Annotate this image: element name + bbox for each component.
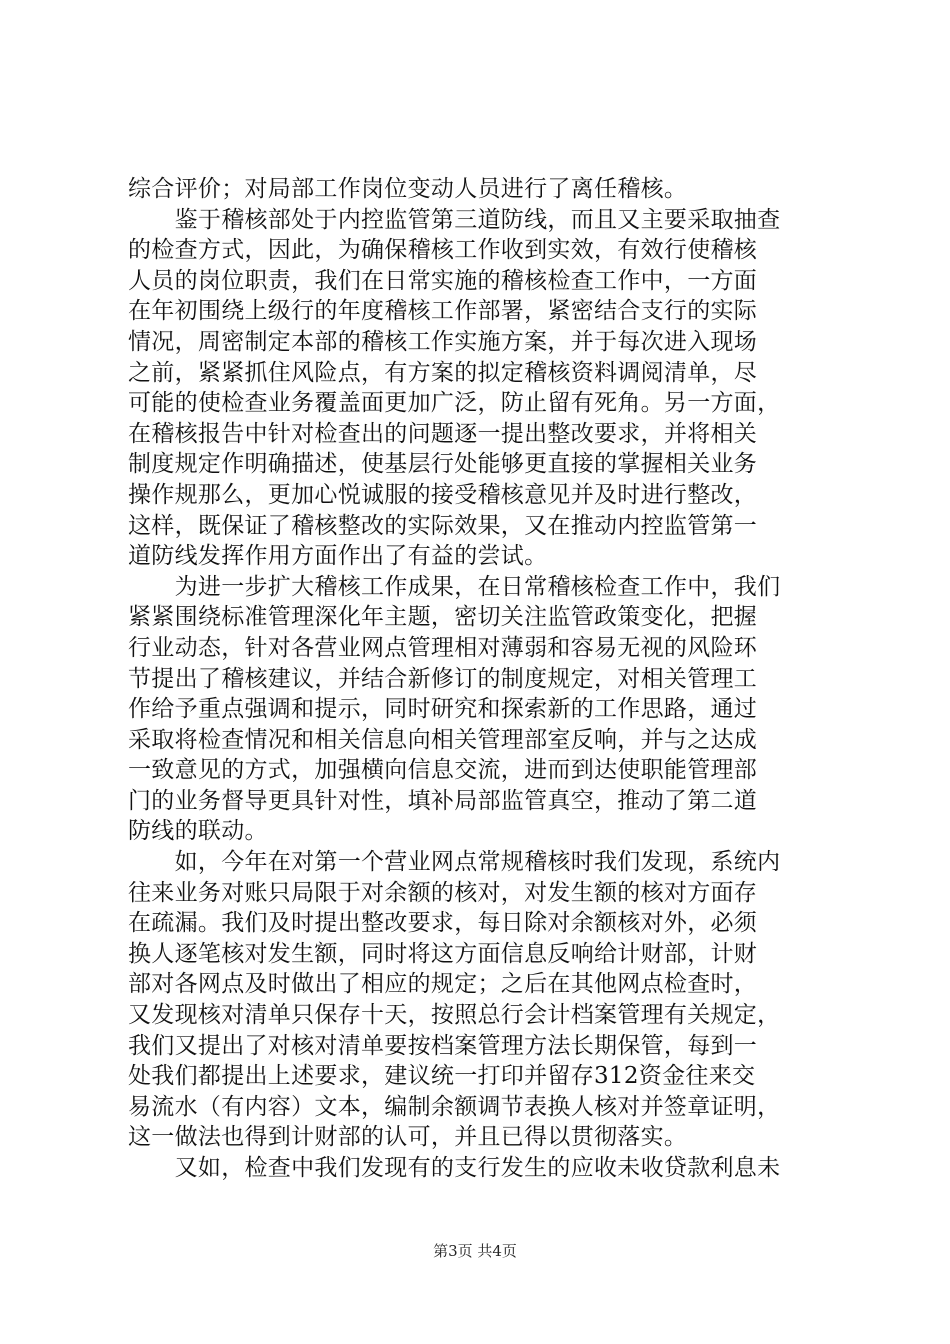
text-line: 情况，周密制定本部的稽核工作实施方案，并于每次进入现场 (128, 328, 758, 355)
text-line: 可能的使检查业务覆盖面更加广泛，防止留有死角。另一方面， (128, 390, 781, 417)
text-line: 往来业务对账只局限于对余额的核对，对发生额的核对方面存 (128, 879, 758, 906)
text-line: 采取将检查情况和相关信息向相关管理部室反响，并与之达成 (128, 726, 758, 753)
text-line: 在稽核报告中针对检查出的问题逐一提出整改要求，并将相关 (128, 420, 758, 447)
text-line: 作给予重点强调和提示，同时研究和探索新的工作思路，通过 (128, 696, 758, 723)
text-line: 在年初围绕上级行的年度稽核工作部署，紧密结合支行的实际 (128, 298, 758, 325)
text-line: 综合评价；对局部工作岗位变动人员进行了离任稽核。 (128, 176, 688, 202)
text-line: 如，今年在对第一个营业网点常规稽核时我们发现，系统内 (128, 849, 781, 876)
text-line: 为进一步扩大稽核工作成果，在日常稽核检查工作中，我们 (128, 573, 781, 600)
text-line: 处我们都提出上述要求，建议统一打印并留存312资金往来交 (128, 1063, 756, 1090)
text-line: 这一做法也得到计财部的认可，并且已得以贯彻落实。 (128, 1124, 688, 1151)
text-line: 制度规定作明确描述，使基层行处能够更直接的掌握相关业务 (128, 451, 758, 478)
text-line: 又发现核对清单只保存十天，按照总行会计档案管理有关规定， (128, 1002, 781, 1029)
text-line: 我们又提出了对核对清单要按档案管理方法长期保管，每到一 (128, 1032, 758, 1059)
text-line: 节提出了稽核建议，并结合新修订的制度规定，对相关管理工 (128, 665, 758, 692)
text-line: 的检查方式，因此，为确保稽核工作收到实效，有效行使稽核 (128, 237, 758, 264)
text-line: 道防线发挥作用方面作出了有益的尝试。 (128, 543, 548, 570)
text-line: 鉴于稽核部处于内控监管第三道防线，而且又主要采取抽查 (128, 206, 781, 233)
text-line: 操作规那么，更加心悦诚服的接受稽核意见并及时进行整改， (128, 481, 758, 508)
text-line: 又如，检查中我们发现有的支行发生的应收未收贷款利息未 (128, 1155, 781, 1181)
page-number-footer: 第3页 共4页 (433, 1242, 517, 1260)
text-line: 一致意见的方式，加强横向信息交流，进而到达使职能管理部 (128, 757, 758, 784)
text-line: 防线的联动。 (128, 818, 268, 845)
text-line: 在疏漏。我们及时提出整改要求，每日除对余额核对外，必须 (128, 910, 758, 937)
text-line: 人员的岗位职责，我们在日常实施的稽核检查工作中，一方面 (128, 267, 758, 294)
text-line: 换人逐笔核对发生额，同时将这方面信息反响给计财部，计财 (128, 940, 758, 967)
text-line: 这样，既保证了稽核整改的实际效果，又在推动内控监管第一 (128, 512, 758, 539)
text-line: 之前，紧紧抓住风险点，有方案的拟定稽核资料调阅清单，尽 (128, 359, 758, 386)
text-line: 部对各网点及时做出了相应的规定；之后在其他网点检查时， (128, 971, 758, 998)
text-line: 紧紧围绕标准管理深化年主题，密切关注监管政策变化，把握 (128, 604, 758, 631)
text-line: 门的业务督导更具针对性，填补局部监管真空，推动了第二道 (128, 787, 758, 814)
text-line: 易流水（有内容）文本，编制余额调节表换人核对并签章证明， (128, 1093, 781, 1120)
text-line: 行业动态，针对各营业网点管理相对薄弱和容易无视的风险环 (128, 634, 758, 661)
document-body (128, 174, 828, 1184)
